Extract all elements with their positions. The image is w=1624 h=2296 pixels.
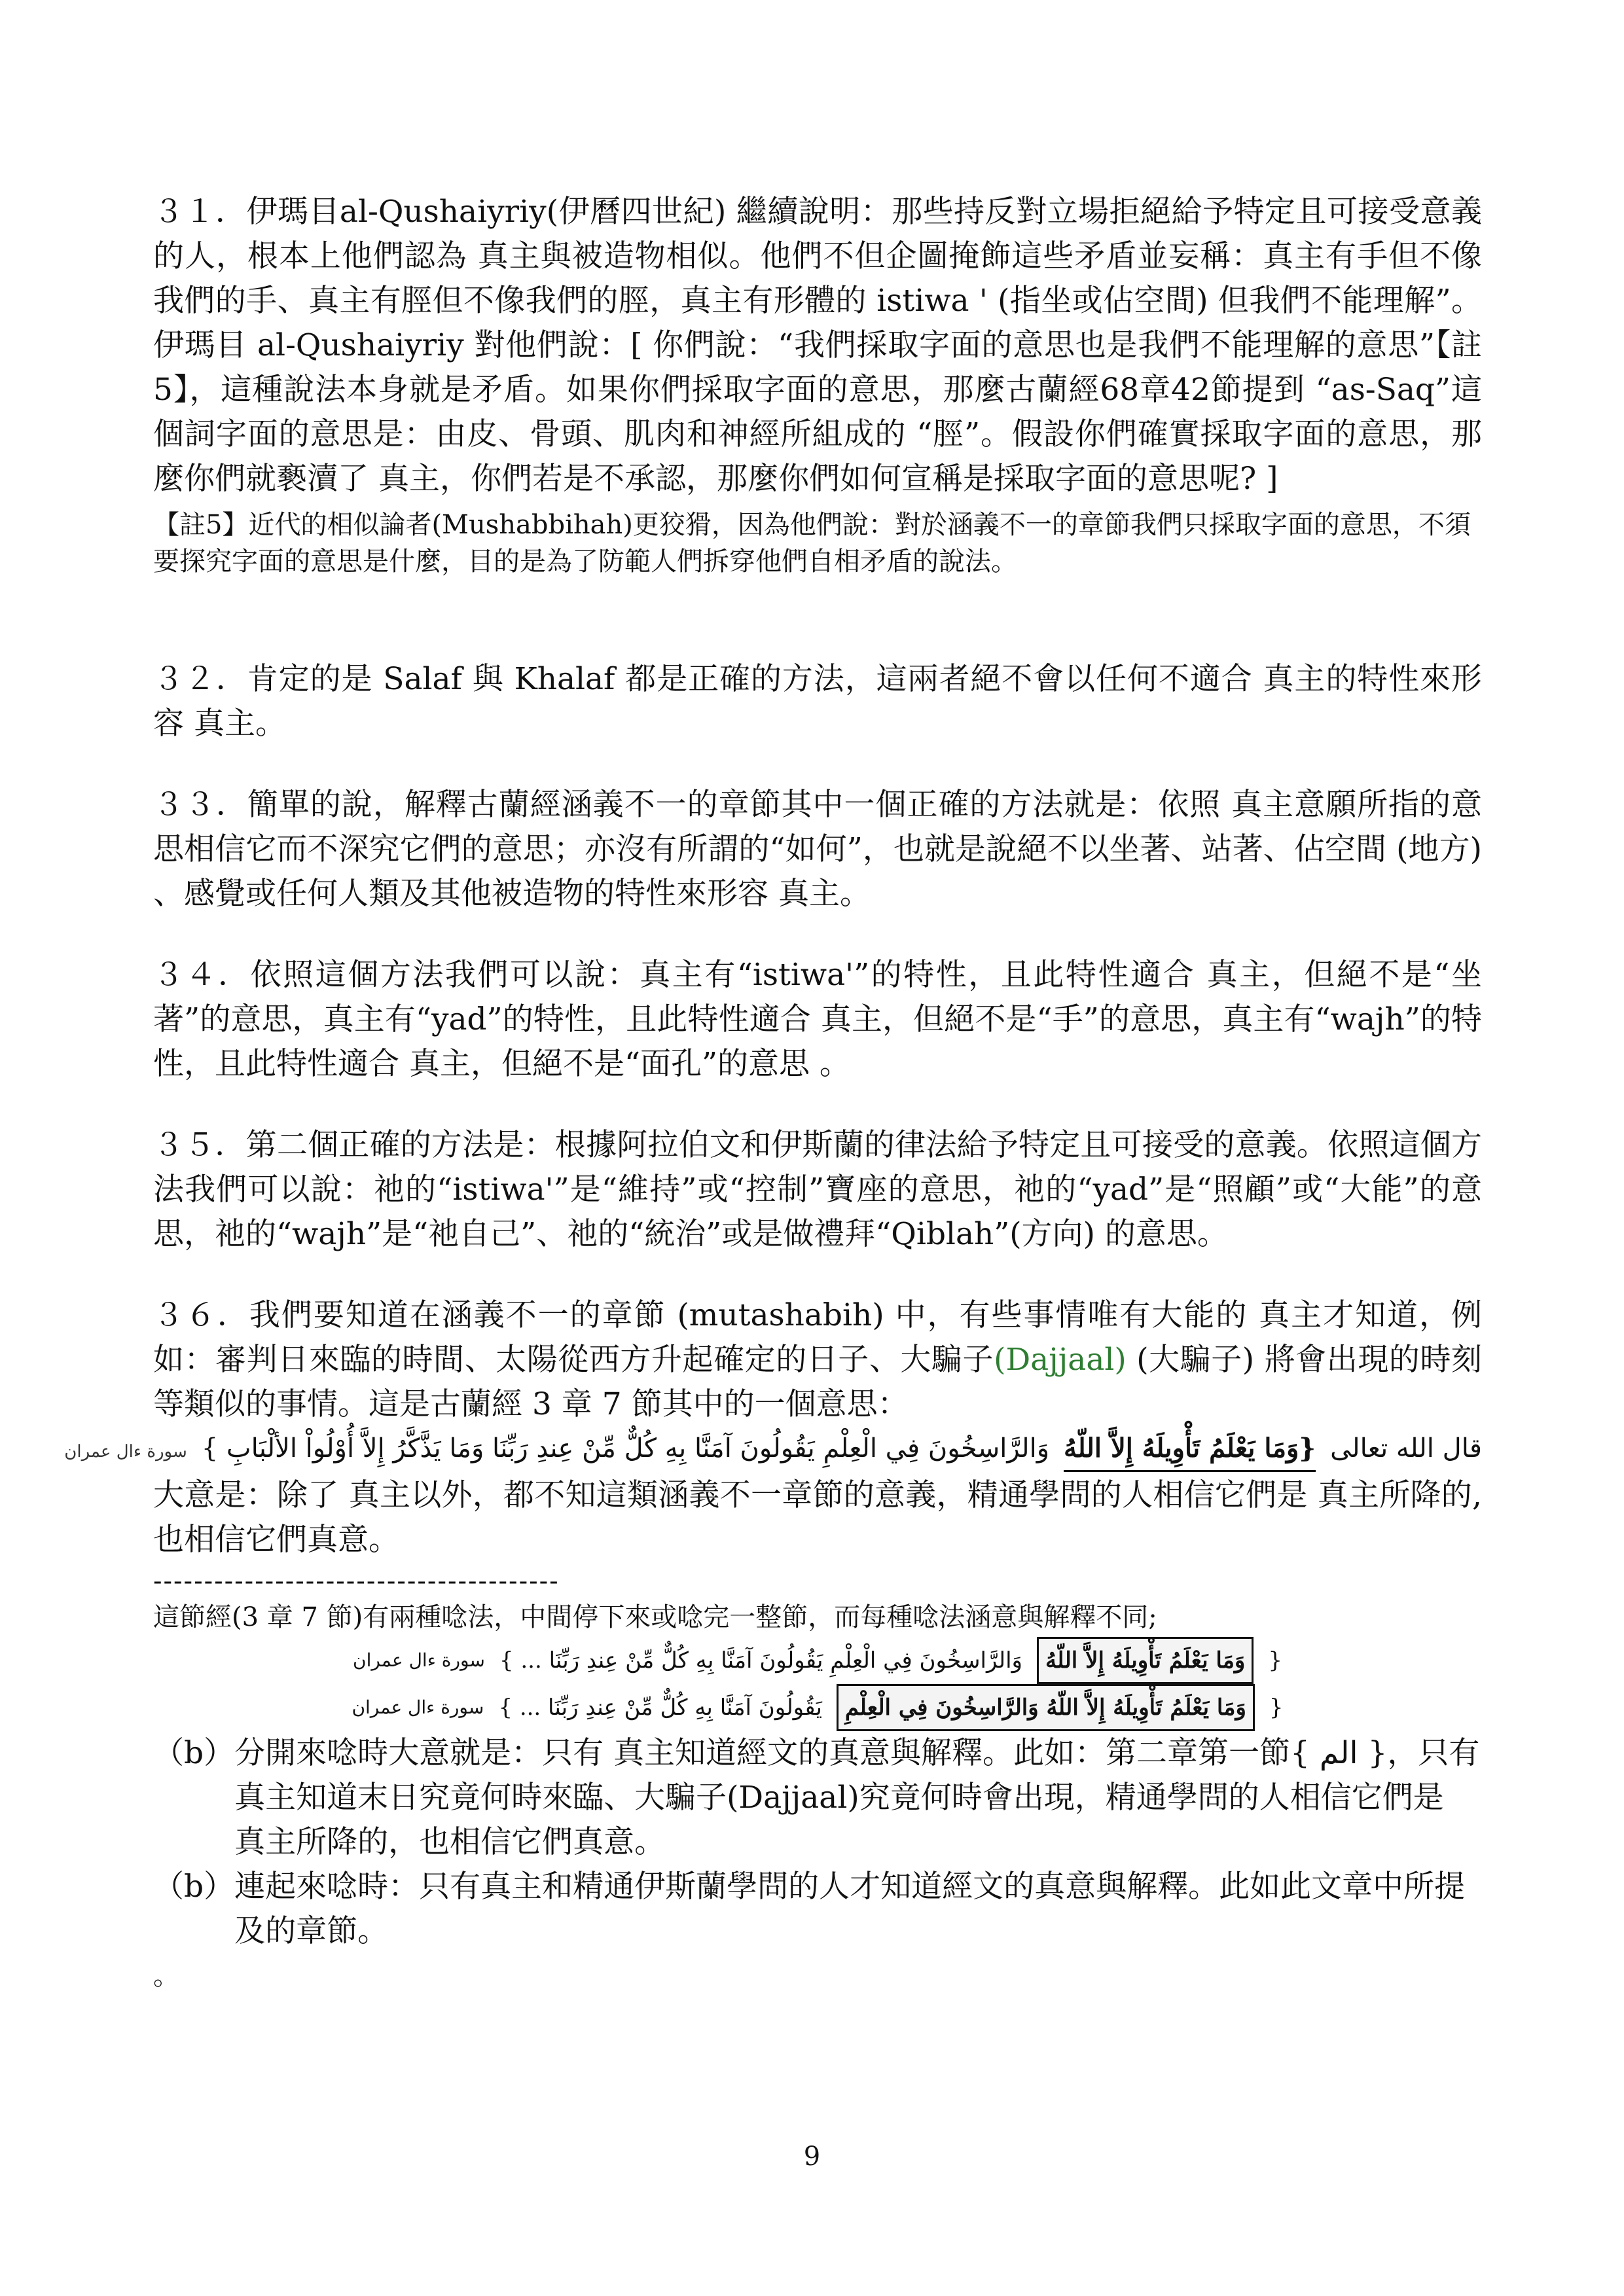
- page-number: 9: [803, 2142, 821, 2172]
- reading-2-open: {: [1269, 1695, 1284, 1721]
- section-34: ３４．依照這個方法我們可以說：真主有“istiwa'”的特性，且此特性適合 真主，但絕不是“坐著”的意思，真主有“yad”的特性，且此特性適合 真主，但絕不是“手”的意思，真主有“wajh”的特性，且此特性適合 真主，但絕不是“面孔”的意思 。: [153, 957, 1482, 1082]
- reading-1: [153, 1637, 1482, 1684]
- dajjaal-term: (Dajjaal): [994, 1342, 1127, 1378]
- list-item: [153, 1731, 1482, 1865]
- verse-intro: قال الله تعالى: [1330, 1433, 1482, 1463]
- section-36-text: ３６．我們要知道在涵義不一的章節 (mutashabih) 中，有些事情唯有大能的 真主才知道，例如：審判日來臨的時間、太陽從西方升起確定的日子、大騙子: [153, 1297, 1482, 1378]
- reading-1-rest: وَالرَّاسِخُونَ فِي الْعِلْمِ يَقُولُونَ آمَنَّا بِهِ كُلٌّ مِّنْ عِندِ رَبِّنَا ... }: [499, 1647, 1022, 1674]
- footnote-5: 【註5】近代的相似論者(Mushabbihah)更狡猾，因為他們說：對於涵義不一的章節我們只採取字面的意思，不須要探究字面的意思是什麼，目的是為了防範人們拆穿他們自相矛盾的說法。: [153, 510, 1471, 577]
- reading-1-box: وَمَا يَعْلَمُ تَأْوِيلَهُ إِلاَّ اللّهُ: [1037, 1637, 1254, 1684]
- verse-meaning: 大意是：除了 真主以外，都不知這類涵義不一章節的意義，精通學問的人相信它們是 真主所降的,也相信它們真意。: [153, 1477, 1482, 1558]
- page-content: [64, 190, 1483, 1998]
- verse-highlight: {وَمَا يَعْلَمُ تَأْوِيلَهُ إِلاَّ اللّهُ: [1064, 1427, 1316, 1472]
- divider-line: ----------------------------------------: [153, 1566, 560, 1596]
- verse-sura: سورة ءال عمران: [64, 1442, 187, 1462]
- list-item-text: 分開來唸時大意就是：只有 真主知道經文的真意與解釋。此如：第二章第一節{ الم }，只有 真主知道末日究竟何時來臨、大騙子(Dajjaal)究竟何時會出現，精通學問的人相信它們是 真主所降的，也相信它們真意。: [234, 1735, 1480, 1860]
- trailing-mark: 。: [153, 1961, 179, 1991]
- quran-verse-3-7: [64, 1427, 1482, 1473]
- reading-2-rest: يَقُولُونَ آمَنَّا بِهِ كُلٌّ مِّنْ عِندِ رَبِّنَا ... }: [498, 1695, 822, 1721]
- reading-2: [153, 1684, 1482, 1731]
- list-marker: （b）: [153, 1869, 235, 1905]
- section-32: ３２．肯定的是 Salaf 與 Khalaf 都是正確的方法，這兩者絕不會以任何不適合 真主的特性來形容 真主。: [153, 661, 1482, 742]
- reading-2-box: وَمَا يَعْلَمُ تَأْوِيلَهُ إِلاَّ اللّهُ وَالرَّاسِخُونَ فِي الْعِلْمِ: [837, 1684, 1255, 1731]
- reading-2-sura: سورة ءال عمران: [352, 1696, 484, 1718]
- reading-1-open: {: [1268, 1647, 1282, 1674]
- list-item: [153, 1865, 1482, 1954]
- section-33: ３３．簡單的說，解釋古蘭經涵義不一的章節其中一個正確的方法就是：依照 真主意願所指的意思相信它而不深究它們的意思；亦沒有所謂的“如何”，也就是說絕不以坐著、站著、佔空間 (地方) 、感覺或任何人類及其他被造物的特性來形容 真主。: [153, 787, 1482, 912]
- list-item-text: 連起來唸時：只有真主和精通伊斯蘭學問的人才知道經文的真意與解釋。此如此文章中所提及的章節。: [234, 1869, 1466, 1949]
- section-36-text-cont: (大騙子) 將會出現的時刻等類似的事情。這是古蘭經 3 章 7 節其中的一個意思：: [153, 1342, 1483, 1422]
- readings-intro: 這節經(3 章 7 節)有兩種唸法，中間停下來或唸完一整節，而每種唸法涵意與解釋不同;: [153, 1602, 1157, 1632]
- reading-1-sura: سورة ءال عمران: [353, 1649, 485, 1671]
- section-36: [153, 1293, 1482, 1427]
- section-31: ３１．伊瑪目al-Qushaiyriy(伊曆四世紀) 繼續說明：那些持反對立場拒絕給予特定且可接受意義的人，根本上他們認為 真主與被造物相似。他們不但企圖掩飾這些矛盾並妄稱：真主有手但不像我們的手、真主有脛但不像我們的脛，真主有形體的 istiwa ' (指坐或佔空間) 但我們不能理解”。伊瑪目 al-Qushaiyriy 對他們說：[ 你們說：“我們採取字面的意思也是我們不能理解的意思”【註5】，這種說法本身就是矛盾。如果你們採取字面的意思，那麼古蘭經68章42節提到 “as-Saq”這個詞字面的意思是：由皮、骨頭、肌肉和神經所組成的 “脛”。假設你們確實採取字面的意思，那麼你們就褻瀆了 真主，你們若是不承認，那麼你們如何宣稱是採取字面的意思呢? ]: [153, 194, 1482, 497]
- section-35: ３５．第二個正確的方法是：根據阿拉伯文和伊斯蘭的律法給予特定且可接受的意義。依照這個方法我們可以說：祂的“istiwa'”是“維持”或“控制”寶座的意思，祂的“yad”是“照顧”或“大能”的意思，祂的“wajh”是“祂自己”、祂的“統治”或是做禮拜“Qiblah”(方向) 的意思。: [153, 1127, 1482, 1252]
- list-marker: （b）: [153, 1735, 235, 1771]
- verse-rest: وَالرَّاسِخُونَ فِي الْعِلْمِ يَقُولُونَ آمَنَّا بِهِ كُلٌّ مِّنْ عِندِ رَبِّنَا وَمَا يَذَّكَّرُ إِلاَّ أُوْلُواْ الألْبَابِ }: [201, 1433, 1050, 1463]
